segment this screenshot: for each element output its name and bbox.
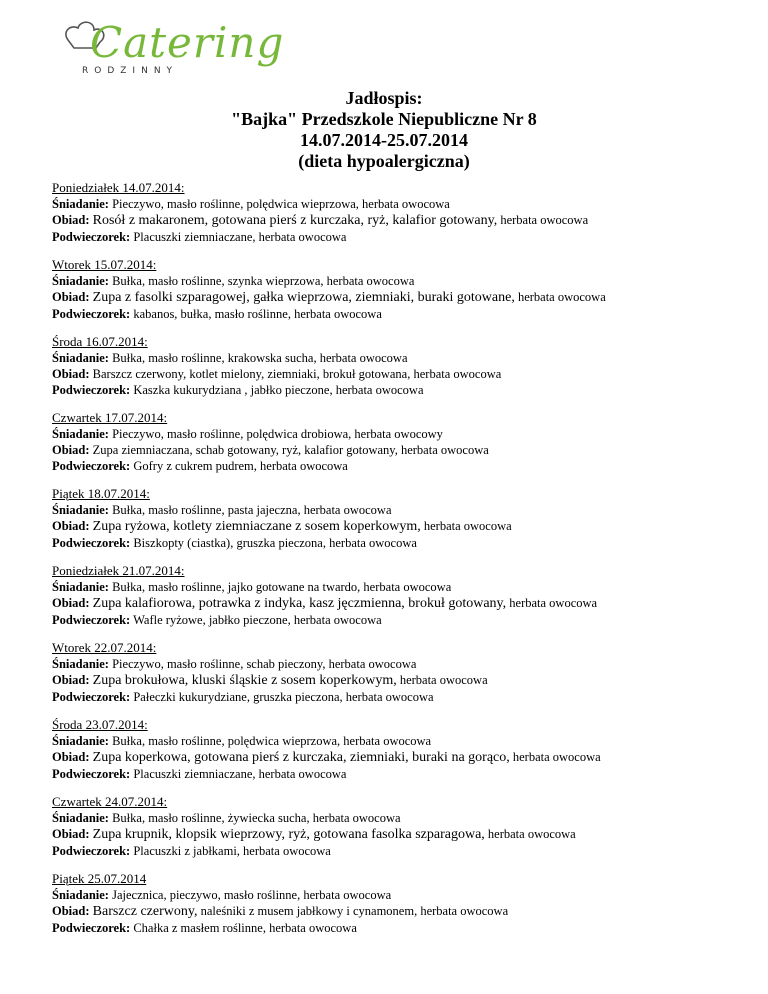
breakfast-line-label: Śniadanie:	[52, 734, 109, 748]
lunch-line-text: Rosół z makaronem, gotowana pierś z kurczaka, ryż, kalafior gotowany,	[92, 213, 498, 228]
day-block	[52, 257, 752, 322]
day-title: Wtorek 22.07.2014:	[52, 640, 157, 655]
breakfast-line	[52, 656, 752, 672]
lunch-line	[52, 442, 752, 458]
day-title: Czwartek 17.07.2014:	[52, 410, 168, 425]
snack-line	[52, 689, 752, 705]
breakfast-line-label: Śniadanie:	[52, 811, 109, 825]
lunch-line-text: Zupa kalafiorowa, potrawka z indyka, kasz jęczmienna, brokuł gotowany,	[92, 596, 507, 611]
lunch-line-text: Zupa ziemniaczana, schab gotowany, ryż, kalafior gotowany, herbata owocowa	[92, 443, 489, 457]
lunch-line	[52, 595, 752, 612]
breakfast-line	[52, 196, 752, 212]
lunch-line-text: herbata owocowa	[517, 290, 606, 304]
day-block	[52, 563, 752, 628]
lunch-line-text: herbata owocowa	[487, 827, 576, 841]
lunch-line-text: herbata owocowa	[500, 213, 589, 227]
snack-line-text: Kaszka kukurydziana , jabłko pieczone, herbata owocowa	[133, 383, 424, 397]
lunch-line-label: Obiad:	[52, 673, 90, 687]
breakfast-line-text: Pieczywo, masło roślinne, polędwica drobiowa, herbata owocowy	[112, 427, 443, 441]
header-school: "Bajka" Przedszkole Niepubliczne Nr 8	[231, 109, 537, 129]
breakfast-line	[52, 810, 752, 826]
breakfast-line-label: Śniadanie:	[52, 197, 109, 211]
breakfast-line-label: Śniadanie:	[52, 503, 109, 517]
lunch-line-text: Zupa z fasolki szparagowej, gałka wieprzowa, ziemniaki, buraki gotowane,	[92, 290, 515, 305]
lunch-line	[52, 672, 752, 689]
lunch-line-text: Zupa brokułowa, kluski śląskie z sosem koperkowym,	[92, 673, 397, 688]
snack-line-label: Podwieczorek:	[52, 921, 131, 935]
day-title: Poniedziałek 14.07.2014:	[52, 180, 185, 195]
menu-days	[52, 180, 752, 948]
snack-line	[52, 229, 752, 245]
snack-line-text: Gofry z cukrem pudrem, herbata owocowa	[133, 459, 348, 473]
snack-line	[52, 535, 752, 551]
lunch-line	[52, 749, 752, 766]
lunch-line-text: herbata owocowa	[423, 519, 512, 533]
breakfast-line	[52, 502, 752, 518]
breakfast-line-label: Śniadanie:	[52, 580, 109, 594]
day-block	[52, 717, 752, 782]
snack-line-label: Podwieczorek:	[52, 690, 131, 704]
snack-line-text: Pałeczki kukurydziane, gruszka pieczona, herbata owocowa	[133, 690, 434, 704]
header-title: Jadłospis:	[345, 88, 423, 108]
breakfast-line-text: Jajecznica, pieczywo, masło roślinne, herbata owocowa	[112, 888, 392, 902]
lunch-line-label: Obiad:	[52, 367, 90, 381]
lunch-line	[52, 366, 752, 382]
breakfast-line-text: Bułka, masło roślinne, krakowska sucha, herbata owocowa	[112, 351, 408, 365]
snack-line	[52, 458, 752, 474]
lunch-line-text: herbata owocowa	[399, 673, 488, 687]
breakfast-line	[52, 579, 752, 595]
snack-line-label: Podwieczorek:	[52, 307, 131, 321]
day-title: Poniedziałek 21.07.2014:	[52, 563, 185, 578]
snack-line	[52, 382, 752, 398]
snack-line	[52, 766, 752, 782]
catering-logo	[60, 18, 285, 86]
breakfast-line-text: Bułka, masło roślinne, szynka wieprzowa, herbata owocowa	[112, 274, 415, 288]
lunch-line-label: Obiad:	[52, 213, 90, 227]
day-block	[52, 180, 752, 245]
snack-line-label: Podwieczorek:	[52, 459, 131, 473]
breakfast-line-label: Śniadanie:	[52, 427, 109, 441]
breakfast-line-text: Bułka, masło roślinne, żywiecka sucha, herbata owocowa	[112, 811, 401, 825]
logo-script-text: Catering	[90, 18, 285, 67]
breakfast-line	[52, 887, 752, 903]
lunch-line	[52, 826, 752, 843]
breakfast-line	[52, 350, 752, 366]
day-block	[52, 794, 752, 859]
day-title: Środa 23.07.2014:	[52, 717, 148, 732]
snack-line-text: Placuszki ziemniaczane, herbata owocowa	[133, 230, 347, 244]
snack-line	[52, 843, 752, 859]
breakfast-line-text: Bułka, masło roślinne, polędwica wieprzowa, herbata owocowa	[112, 734, 432, 748]
lunch-line-label: Obiad:	[52, 519, 90, 533]
breakfast-line-label: Śniadanie:	[52, 657, 109, 671]
snack-line-label: Podwieczorek:	[52, 536, 131, 550]
lunch-line	[52, 903, 752, 920]
breakfast-line-text: Bułka, masło roślinne, pasta jajeczna, herbata owocowa	[112, 503, 392, 517]
lunch-line-label: Obiad:	[52, 443, 90, 457]
lunch-line-label: Obiad:	[52, 750, 90, 764]
day-block	[52, 871, 752, 936]
breakfast-line-text: Pieczywo, masło roślinne, schab pieczony, herbata owocowa	[112, 657, 417, 671]
breakfast-line-text: Bułka, masło roślinne, jajko gotowane na twardo, herbata owocowa	[112, 580, 452, 594]
lunch-line-text: herbata owocowa	[512, 750, 601, 764]
day-title: Czwartek 24.07.2014:	[52, 794, 168, 809]
snack-line-label: Podwieczorek:	[52, 230, 131, 244]
lunch-line-text: Zupa ryżowa, kotlety ziemniaczane z sosem koperkowym,	[92, 519, 421, 534]
breakfast-line	[52, 273, 752, 289]
logo-sub-text: RODZINNY	[82, 66, 179, 76]
lunch-line-label: Obiad:	[52, 290, 90, 304]
day-title: Piątek 25.07.2014	[52, 871, 147, 886]
breakfast-line-text: Pieczywo, masło roślinne, polędwica wieprzowa, herbata owocowa	[112, 197, 450, 211]
snack-line-text: Biszkopty (ciastka), gruszka pieczona, herbata owocowa	[133, 536, 417, 550]
snack-line-label: Podwieczorek:	[52, 383, 131, 397]
day-title: Wtorek 15.07.2014:	[52, 257, 157, 272]
breakfast-line	[52, 733, 752, 749]
day-block	[52, 334, 752, 398]
lunch-line-text: herbata owocowa	[509, 596, 598, 610]
breakfast-line	[52, 426, 752, 442]
breakfast-line-label: Śniadanie:	[52, 351, 109, 365]
breakfast-line-label: Śniadanie:	[52, 888, 109, 902]
header-diet: (dieta hypoalergiczna)	[298, 151, 470, 171]
lunch-line-text: Barszcz czerwony, kotlet mielony, ziemniaki, brokuł gotowana, herbata owocowa	[92, 367, 502, 381]
snack-line-text: Chałka z masłem roślinne, herbata owocowa	[133, 921, 357, 935]
lunch-line-text: Barszcz czerwony,	[92, 904, 198, 919]
lunch-line-text: naleśniki z musem jabłkowy i cynamonem, herbata owocowa	[200, 904, 509, 918]
snack-line-text: Wafle ryżowe, jabłko pieczone, herbata owocowa	[133, 613, 382, 627]
snack-line-label: Podwieczorek:	[52, 844, 131, 858]
lunch-line-label: Obiad:	[52, 904, 90, 918]
day-block	[52, 486, 752, 551]
lunch-line	[52, 212, 752, 229]
snack-line-text: Placuszki ziemniaczane, herbata owocowa	[133, 767, 347, 781]
menu-header	[0, 88, 768, 172]
day-block	[52, 410, 752, 474]
day-title: Piątek 18.07.2014:	[52, 486, 150, 501]
snack-line-text: kabanos, bułka, masło roślinne, herbata owocowa	[133, 307, 382, 321]
snack-line-label: Podwieczorek:	[52, 767, 131, 781]
lunch-line	[52, 518, 752, 535]
snack-line	[52, 306, 752, 322]
day-title: Środa 16.07.2014:	[52, 334, 148, 349]
day-block	[52, 640, 752, 705]
lunch-line-text: Zupa koperkowa, gotowana pierś z kurczaka, ziemniaki, buraki na gorąco,	[92, 750, 510, 765]
breakfast-line-label: Śniadanie:	[52, 274, 109, 288]
lunch-line-label: Obiad:	[52, 596, 90, 610]
snack-line	[52, 920, 752, 936]
header-dates: 14.07.2014-25.07.2014	[300, 130, 468, 150]
lunch-line	[52, 289, 752, 306]
snack-line-text: Placuszki z jabłkami, herbata owocowa	[133, 844, 331, 858]
lunch-line-label: Obiad:	[52, 827, 90, 841]
lunch-line-text: Zupa krupnik, klopsik wieprzowy, ryż, gotowana fasolka szparagowa,	[92, 827, 485, 842]
snack-line	[52, 612, 752, 628]
snack-line-label: Podwieczorek:	[52, 613, 131, 627]
